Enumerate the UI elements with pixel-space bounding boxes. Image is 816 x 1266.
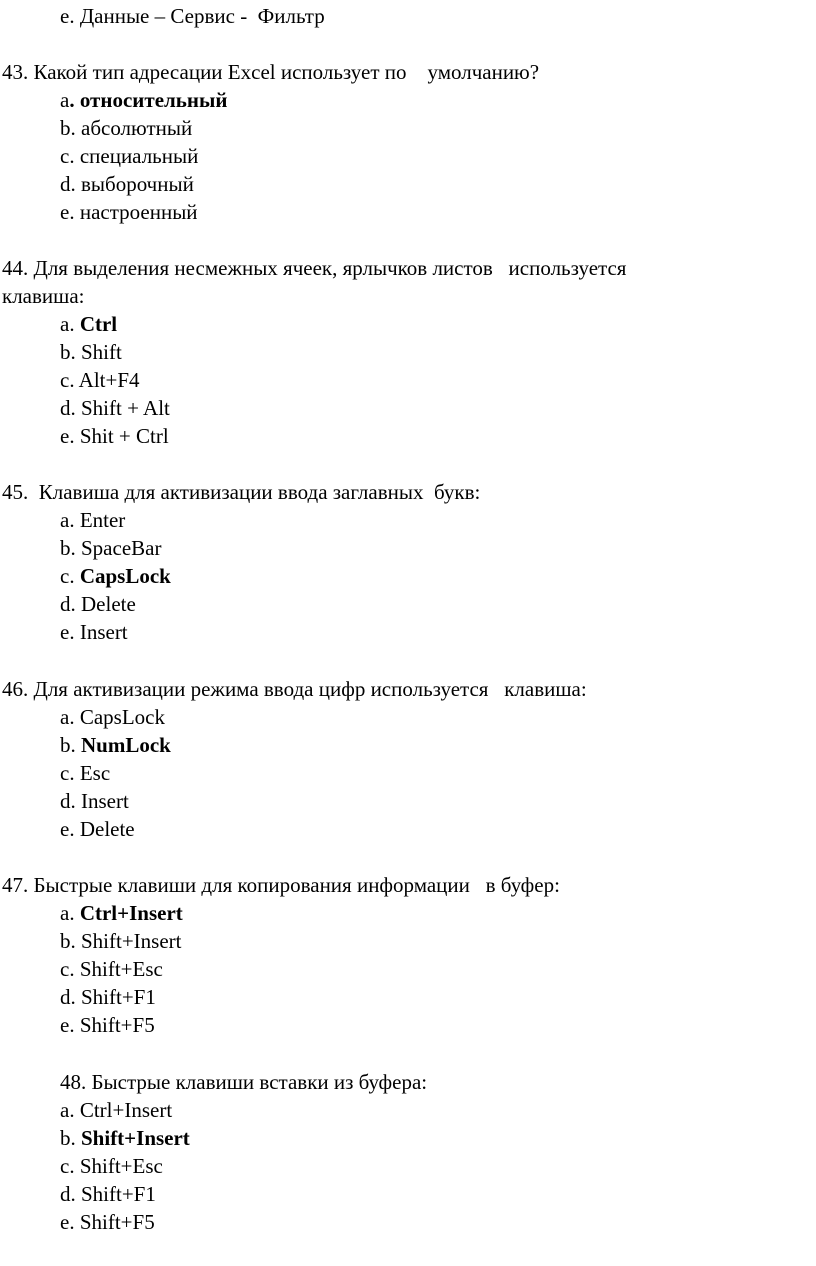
option-letter: d. — [60, 1182, 76, 1206]
option-letter: c. — [60, 1154, 75, 1178]
option-line — [60, 618, 128, 646]
option-text: Shift+F1 — [75, 1182, 156, 1206]
option-letter: c. — [60, 144, 75, 168]
option-line — [60, 1011, 155, 1039]
option-text: Delete — [74, 817, 135, 841]
option-letter: d. — [60, 789, 76, 813]
option-letter: d. — [60, 985, 76, 1009]
option-text: Shift+F5 — [74, 1013, 155, 1037]
option-line — [60, 562, 171, 590]
option-text-correct: NumLock — [75, 733, 171, 757]
option-text: Данные – Сервис - Фильтр — [79, 4, 325, 28]
option-letter: b. — [60, 536, 76, 560]
option-text: Enter — [74, 508, 126, 532]
option-line — [60, 1152, 163, 1180]
option-text: Shift — [75, 340, 122, 364]
option-line — [60, 422, 169, 450]
option-text: Ctrl+Insert — [74, 1098, 173, 1122]
option-letter: a. — [60, 1098, 75, 1122]
option-letter: d. — [60, 396, 76, 420]
option-text: Shift+Esc — [74, 1154, 163, 1178]
option-line — [60, 2, 325, 30]
option-line — [60, 1124, 190, 1152]
option-line — [60, 787, 129, 815]
option-text-correct: . относительный — [69, 88, 228, 112]
option-letter: c. — [60, 368, 75, 392]
option-letter: e. — [60, 817, 75, 841]
option-text: CapsLock — [74, 705, 165, 729]
option-letter: b. — [60, 929, 76, 953]
option-line — [60, 506, 125, 534]
option-letter: e. — [60, 1210, 75, 1234]
option-line — [60, 142, 198, 170]
option-letter: c. — [60, 761, 75, 785]
option-line — [60, 338, 122, 366]
option-line — [60, 198, 198, 226]
option-text: Shift+F5 — [74, 1210, 155, 1234]
option-letter: b. — [60, 1126, 76, 1150]
option-text: Insert — [75, 789, 129, 813]
option-line — [60, 170, 194, 198]
question-44-title-cont: клавиша: — [2, 284, 85, 308]
option-line — [60, 590, 136, 618]
option-line — [60, 1208, 155, 1236]
option-line — [60, 759, 110, 787]
option-text: специальный — [74, 144, 199, 168]
option-letter: b. — [60, 116, 76, 140]
option-line — [60, 394, 170, 422]
option-line — [60, 927, 182, 955]
option-text: Shift + Alt — [75, 396, 170, 420]
option-text: Delete — [75, 592, 136, 616]
option-text-correct: Ctrl — [74, 312, 118, 336]
option-letter: c. — [60, 957, 75, 981]
question-43-title: 43. Какой тип адресации Excel использует по умолчанию? — [2, 60, 540, 84]
option-letter: b. — [60, 733, 76, 757]
option-text-correct: CapsLock — [74, 564, 171, 588]
option-line — [60, 86, 228, 114]
option-letter: a — [60, 88, 70, 112]
option-line — [60, 1180, 156, 1208]
question-46-title: 46. Для активизации режима ввода цифр используется клавиша: — [2, 677, 587, 701]
option-letter: a. — [60, 705, 75, 729]
option-letter: d. — [60, 592, 76, 616]
question-45-title: 45. Клавиша для активизации ввода заглавных букв: — [2, 480, 481, 504]
option-line — [60, 815, 135, 843]
option-letter: a. — [60, 901, 75, 925]
option-text: Insert — [74, 620, 128, 644]
question-44-title: 44. Для выделения несмежных ячеек, ярлычков листов используется — [2, 256, 627, 280]
option-text-correct: Shift+Insert — [75, 1126, 190, 1150]
question-47-title: 47. Быстрые клавиши для копирования информации в буфер: — [2, 873, 560, 897]
option-text: Shift+F1 — [75, 985, 156, 1009]
option-text: Alt+F4 — [74, 368, 140, 392]
option-letter: e. — [60, 4, 75, 28]
option-line — [60, 983, 156, 1011]
option-letter: a. — [60, 312, 75, 336]
option-line — [60, 366, 140, 394]
option-text: настроенный — [74, 200, 198, 224]
question-48-title: 48. Быстрые клавиши вставки из буфера: — [60, 1070, 428, 1094]
option-letter: e. — [60, 1013, 75, 1037]
option-line — [60, 310, 117, 338]
option-line — [60, 731, 171, 759]
option-letter: b. — [60, 340, 76, 364]
option-text: SpaceBar — [75, 536, 162, 560]
option-text: абсолютный — [75, 116, 193, 140]
option-line — [60, 703, 165, 731]
option-text: выборочный — [75, 172, 194, 196]
option-letter: d. — [60, 172, 76, 196]
option-text: Esc — [74, 761, 111, 785]
option-letter: c. — [60, 564, 75, 588]
option-text: Shift+Insert — [75, 929, 182, 953]
option-line — [60, 955, 163, 983]
option-line — [60, 899, 183, 927]
option-line — [60, 1096, 172, 1124]
option-letter: e. — [60, 424, 75, 448]
option-text-correct: Ctrl+Insert — [74, 901, 183, 925]
option-line — [60, 114, 192, 142]
option-text: Shift+Esc — [74, 957, 163, 981]
option-letter: e. — [60, 200, 75, 224]
option-letter: a. — [60, 508, 75, 532]
option-letter: e. — [60, 620, 75, 644]
option-text: Shit + Ctrl — [74, 424, 169, 448]
option-line — [60, 534, 161, 562]
